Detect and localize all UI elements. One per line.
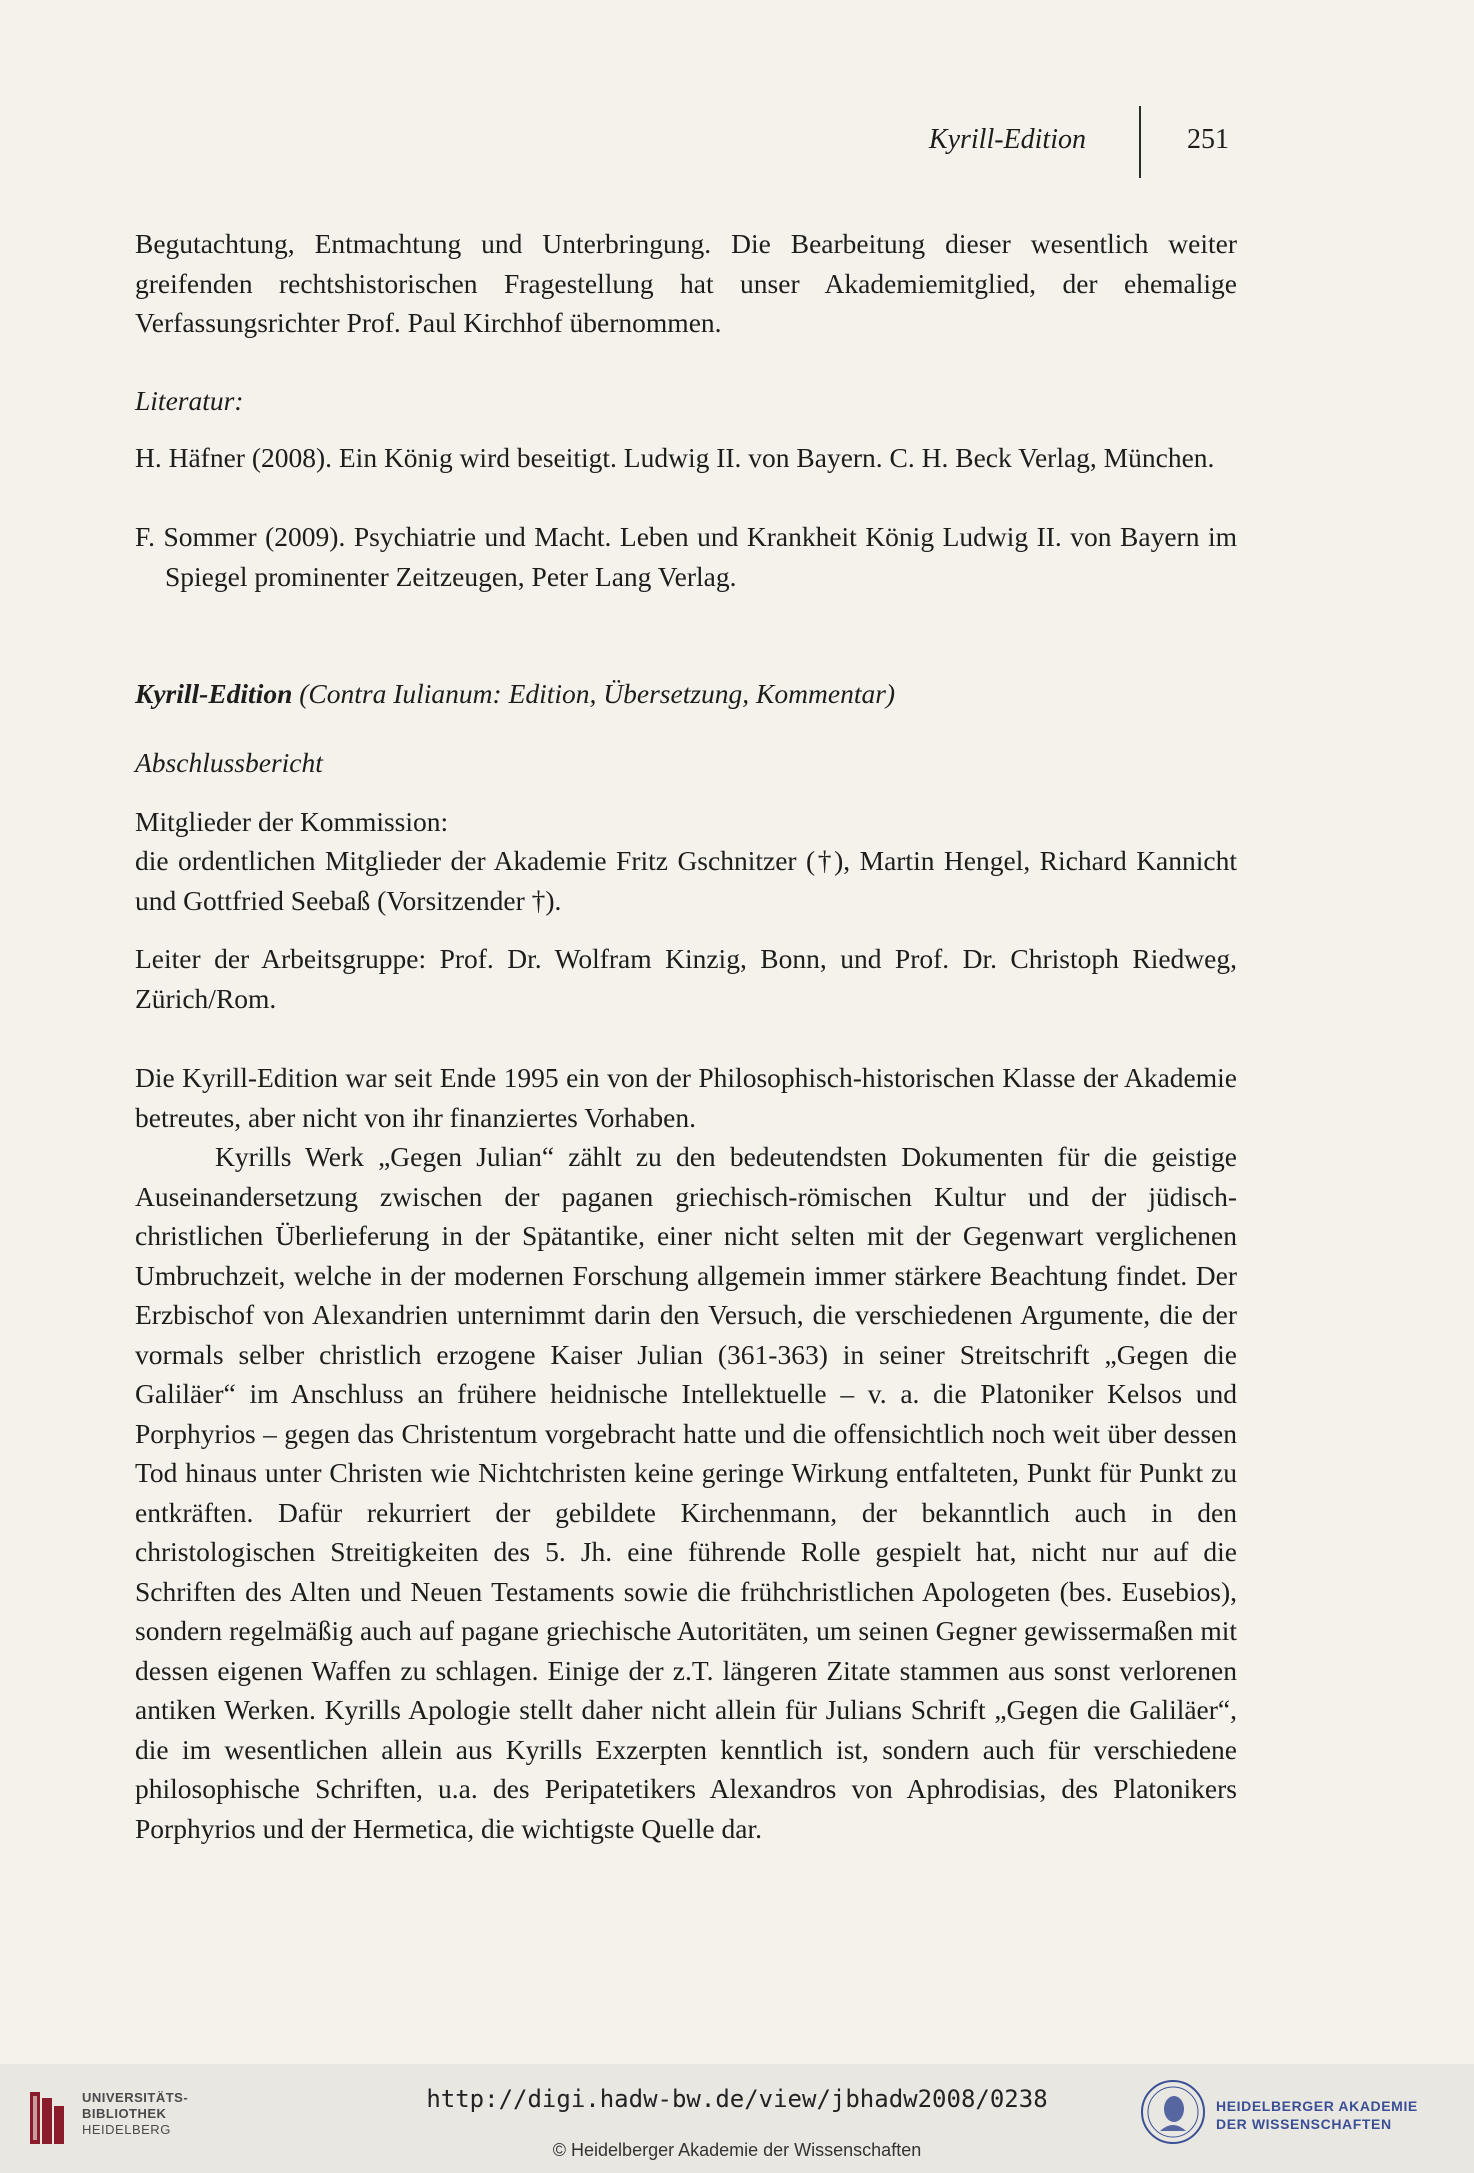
section-title: Kyrill-Edition (135, 678, 293, 709)
report-label: Abschlussbericht (135, 747, 323, 778)
running-header (0, 124, 1474, 176)
library-name-line: BIBLIOTHEK (82, 2106, 167, 2121)
members-label: Mitglieder der Kommission: (135, 806, 449, 837)
running-title: Kyrill-Edition (928, 124, 1086, 155)
leaders-text: Leiter der Arbeitsgruppe: Prof. Dr. Wolfram Kinzig, Bonn, und Prof. Dr. Christoph Riedweg, Zürich/Rom. (135, 943, 1237, 1014)
library-name-line: HEIDELBERG (82, 2122, 171, 2137)
library-name-line: UNIVERSITÄTS- (82, 2090, 189, 2105)
paragraph-2: Kyrills Werk „Gegen Julian“ zählt zu den bedeutendsten Dokumenten für die geistige Auseinandersetzung zwischen der paganen griechisch-römischen Kultur und der jüdisch-christlichen Überlieferung in der Spätantike, einer nicht selten mit der Gegenwart verglichenen Umbruchzeit, welche in der modernen Forschung allgemein immer stärkere Beachtung findet. Der Erzbischof von Alexandrien unternimmt darin den Versuch, die verschiedenen Argumente, die der vormals selber christlich erzogene Kaiser Julian (361-363) in seiner Streitschrift „Gegen die Galiläer“ im Anschluss an frühere heidnische Intellektuelle – v. a. die Platoniker Kelsos und Porphyrios – gegen das Christentum vorgebracht hatte und die offensichtlich noch weit über dessen Tod hinaus unter Christen wie Nichtchristen keine geringe Wirkung entfalteten, Punkt für Punkt zu entkräften. Dafür rekurriert der gebildete Kirchenmann, der bekanntlich auch in den christologischen Streitigkeiten des 5. Jh. eine führende Rolle gespielt hat, nicht nur auf die Schriften des Alten und Neuen Testaments sowie die frühchristlichen Apologeten (bes. Eusebios), sondern regelmäßig auch auf pagane griechische Autoritäten, um seinen Gegner gewissermaßen mit dessen eigenen Waffen zu schlagen. Einige der z.T. längeren Zitate stammen aus sonst verlorenen antiken Werken. Kyrills Apologie stellt daher nicht allein für Julians Schrift „Gegen die Galiläer“, die im wesentlichen allein aus Kyrills Exzerpten kenntlich ist, sondern auch für verschiedene philosophische Schriften, u.a. des Peripatetikers Alexandros von Aphrodisias, des Platonikers Porphyrios und der Hermetica, die wichtigste Quelle dar. (135, 1141, 1237, 1844)
academy-name-line: HEIDELBERGER AKADEMIE (1216, 2098, 1418, 2114)
paragraph-1: Die Kyrill-Edition war seit Ende 1995 ein von der Philosophisch-historischen Klasse der Akademie betreutes, aber nicht von ihr finanziertes Vorhaben. (135, 1062, 1237, 1133)
header-divider (1139, 106, 1141, 178)
copyright-notice: © Heidelberger Akademie der Wissenschaften (552, 2140, 922, 2160)
members-text: die ordentlichen Mitglieder der Akademie Fritz Gschnitzer (†), Martin Hengel, Richard Kannicht und Gottfried Seebaß (Vorsitzender †). (135, 845, 1237, 916)
literature-label: Literatur: (135, 385, 244, 416)
reference-item: H. Häfner (2008). Ein König wird beseitigt. Ludwig II. von Bayern. C. H. Beck Verlag, München. (135, 442, 1215, 473)
reference-item: F. Sommer (2009). Psychiatrie und Macht. Leben und Krankheit König Ludwig II. von Bayern im Spiegel prominenter Zeitzeugen, Peter Lang Verlag. (135, 521, 1237, 592)
page-number: 251 (1187, 124, 1229, 155)
section-heading (135, 674, 1237, 714)
academy-name (1216, 2097, 1418, 2133)
document-url-link[interactable]: http://digi.hadw-bw.de/view/jbhadw2008/0238 (426, 2085, 1048, 2113)
intro-text: Begutachtung, Entmachtung und Unterbringung. Die Bearbeitung dieser wesentlich weiter greifenden rechtshistorischen Fragestellung hat unser Akademiemitglied, der ehemalige Verfassungsrichter Prof. Paul Kirchhof übernommen. (135, 228, 1237, 338)
intro-paragraph (135, 224, 1237, 343)
academy-seal-icon (1140, 2079, 1206, 2145)
academy-name-line: DER WISSENSCHAFTEN (1216, 2116, 1392, 2132)
section-subtitle: (Contra Iulianum: Edition, Übersetzung, Kommentar) (299, 678, 896, 709)
